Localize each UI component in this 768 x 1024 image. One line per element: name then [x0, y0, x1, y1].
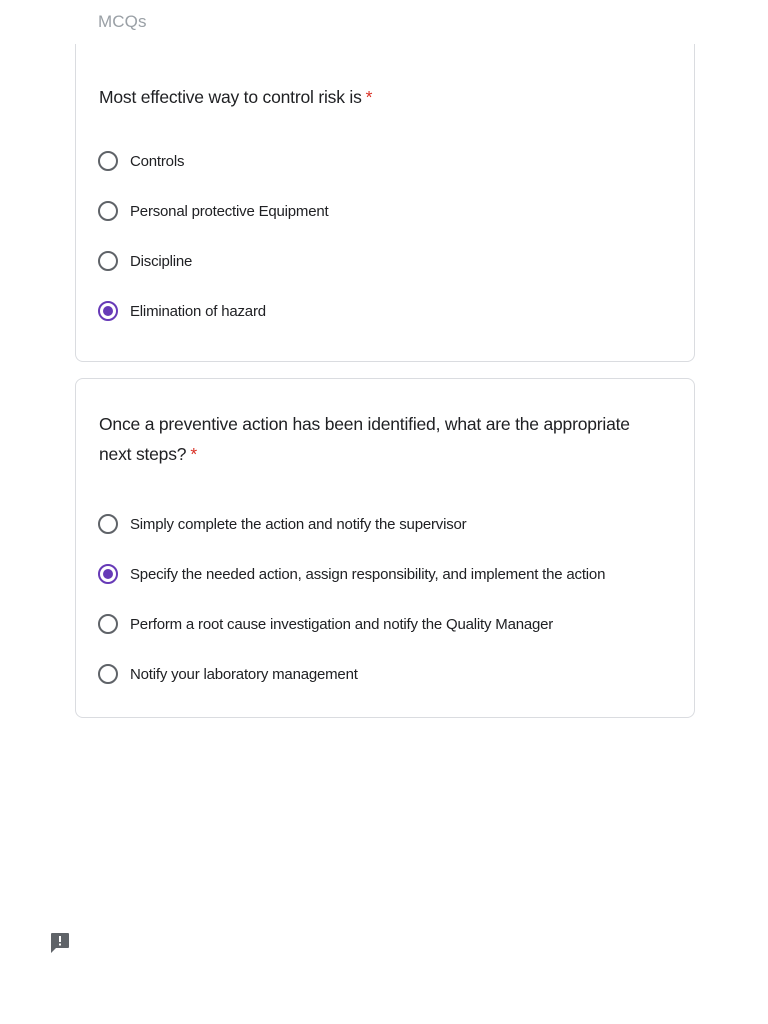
- radio-option-selected[interactable]: [98, 549, 678, 599]
- question-card-1: [75, 44, 695, 362]
- radio-unchecked-icon[interactable]: [98, 201, 118, 221]
- question-title: [99, 82, 659, 112]
- report-problem-icon-svg: [50, 932, 70, 954]
- option-label: Controls: [130, 152, 185, 170]
- option-label: Simply complete the action and notify the supervisor: [130, 515, 467, 533]
- option-label: Elimination of hazard: [130, 302, 266, 320]
- radio-checked-icon[interactable]: [98, 301, 118, 321]
- option-label: Discipline: [130, 252, 193, 270]
- radio-option[interactable]: [98, 499, 678, 549]
- option-label: Notify your laboratory management: [130, 665, 358, 683]
- radio-option[interactable]: [98, 236, 678, 286]
- radio-unchecked-icon[interactable]: [98, 251, 118, 271]
- radio-unchecked-icon[interactable]: [98, 664, 118, 684]
- radio-group: [98, 499, 678, 699]
- radio-checked-icon[interactable]: [98, 564, 118, 584]
- question-card-2: [75, 378, 695, 718]
- option-label: Specify the needed action, assign responsibility, and implement the action: [130, 565, 606, 583]
- radio-unchecked-icon[interactable]: [98, 151, 118, 171]
- section-title: MCQs: [98, 12, 147, 31]
- radio-unchecked-icon[interactable]: [98, 614, 118, 634]
- radio-option[interactable]: [98, 136, 678, 186]
- radio-option-selected[interactable]: [98, 286, 678, 336]
- option-label: Perform a root cause investigation and notify the Quality Manager: [130, 615, 554, 633]
- radio-unchecked-icon[interactable]: [98, 514, 118, 534]
- report-problem-icon[interactable]: [50, 932, 70, 954]
- question-title: [99, 409, 659, 469]
- radio-option[interactable]: [98, 186, 678, 236]
- required-asterisk: *: [190, 444, 197, 464]
- option-label: Personal protective Equipment: [130, 202, 329, 220]
- question-text: Once a preventive action has been identified, what are the appropriate next steps?: [99, 414, 630, 464]
- required-asterisk: *: [365, 87, 373, 107]
- radio-option[interactable]: [98, 599, 678, 649]
- radio-group: [98, 136, 678, 336]
- radio-option[interactable]: [98, 649, 678, 699]
- question-text: Most effective way to control risk is: [99, 87, 362, 107]
